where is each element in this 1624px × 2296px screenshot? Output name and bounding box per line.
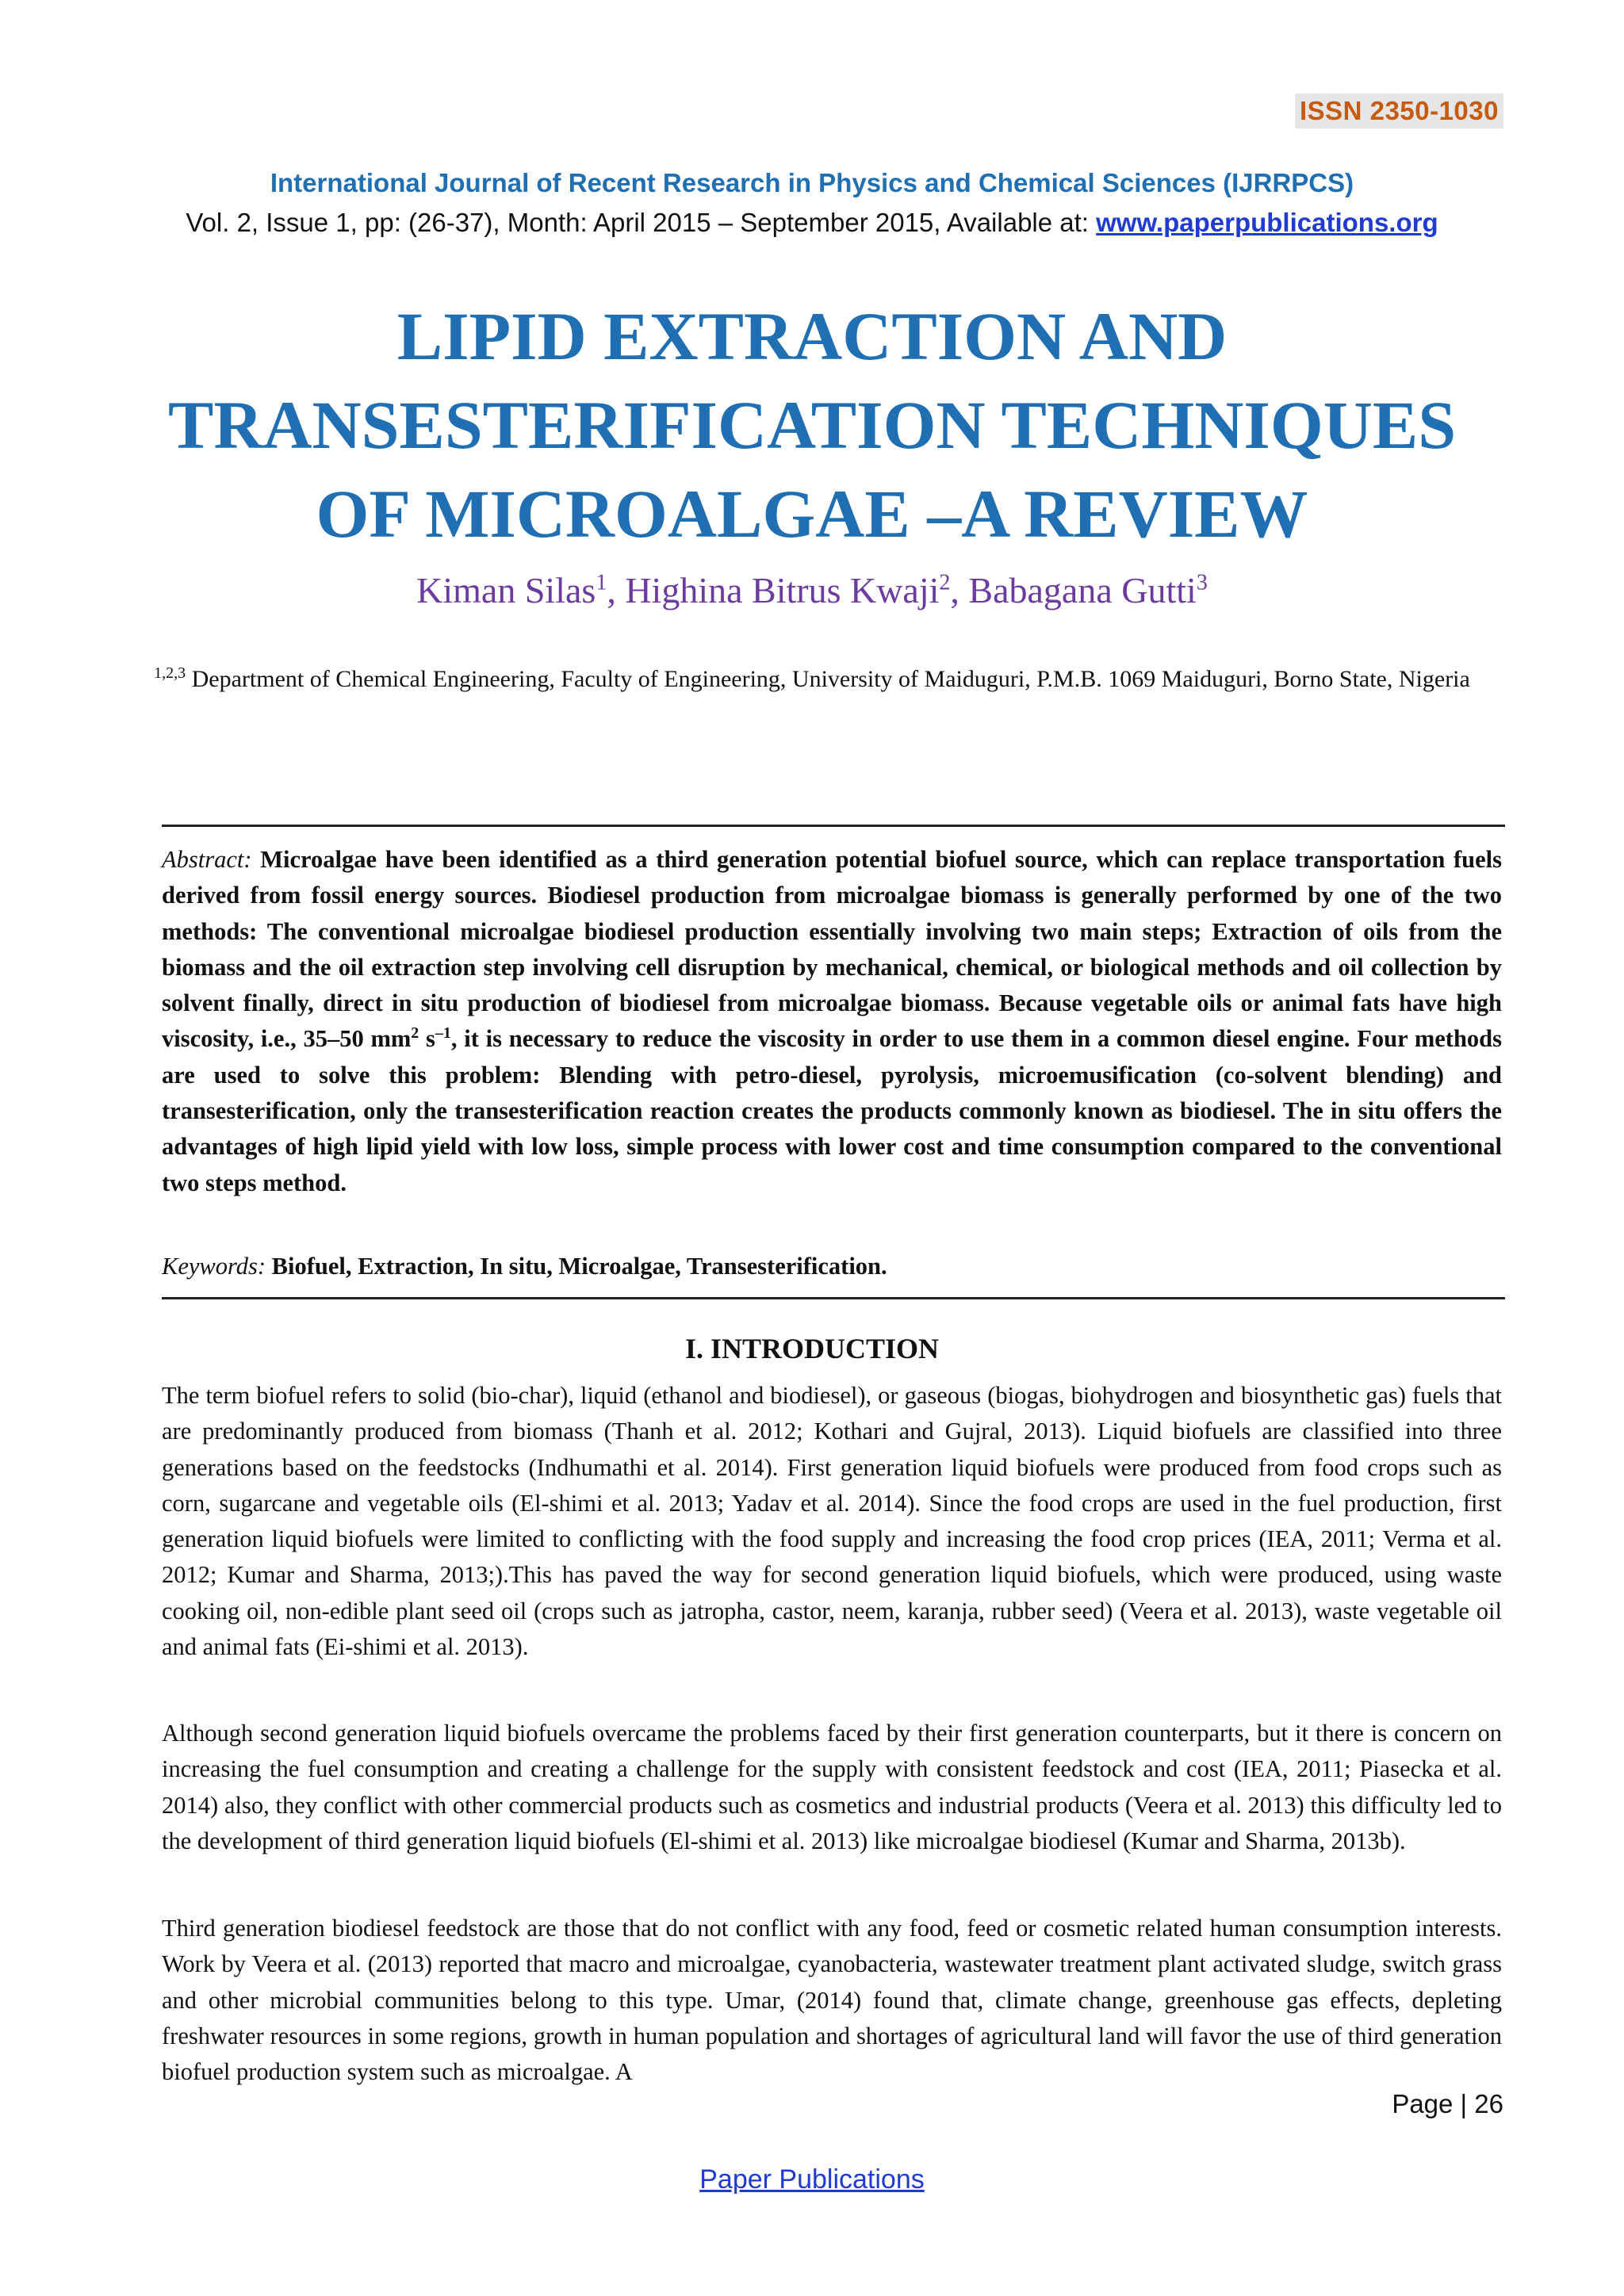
keywords-text: Biofuel, Extraction, In situ, Microalgae, Transesterification. <box>266 1253 887 1280</box>
author-list: Kiman Silas$^1$, Highina Bitrus Kwaji$^2$, Babagana Gutti$^3$ <box>416 570 1208 610</box>
affiliation-mark: 1,2,3 <box>154 664 186 682</box>
volume-line <box>0 208 1624 238</box>
abstract-top-rule <box>162 825 1505 827</box>
journal-website-link[interactable]: www.paperpublications.org <box>1096 208 1438 237</box>
author-name: Highina Bitrus Kwaji <box>625 570 940 610</box>
affiliation <box>143 655 1481 698</box>
abstract-superscript: –1 <box>435 1024 451 1043</box>
abstract-bottom-rule <box>162 1297 1505 1299</box>
abstract-text: s <box>419 1025 435 1053</box>
author-name: Babagana Gutti <box>968 570 1197 610</box>
author-affiliation-mark: 3 <box>1196 570 1208 595</box>
author-affiliation-mark: 2 <box>939 570 951 595</box>
page-number: Page | 26 <box>1392 2089 1503 2118</box>
paper-title <box>95 292 1529 558</box>
issn-badge: ISSN 2350-1030 <box>1295 94 1503 128</box>
title-line-2: TRANSESTERIFICATION TECHNIQUES <box>167 387 1457 463</box>
section-heading: I. INTRODUCTION <box>684 1333 940 1364</box>
author-affiliation-mark: 1 <box>596 570 607 595</box>
publisher-footer <box>0 2164 1624 2195</box>
body-paragraph: Third generation biodiesel feedstock are those that do not conflict with any food, feed or cosmetic related human consumption interests. Work by Veera et al. (2013) reported that macro and microalgae, cyanobacteria, wastewater treatment plant activated sludge, switch grass and other microbial communities belong to this type. Umar, (2014) found that, climate change, greenhouse gas effects, depleting freshwater resources in some regions, growth in human population and shortages of agricultural land will favor the use of third generation biofuel production system such as microalgae. A <box>162 1915 1502 2086</box>
title-line-1: LIPID EXTRACTION AND <box>396 298 1228 374</box>
author-name: Kiman Silas <box>416 570 596 610</box>
abstract-text: Microalgae have been identified as a third generation potential biofuel source, which can replace transportation fuels derived from fossil energy sources. Biodiesel production from microalgae biomass is generally performed by one of the two methods: The conventional microalgae biodiesel production essentially involving two main steps; Extraction of oils from the biomass and the oil extraction step involving cell disruption by mechanical, chemical, or biological methods and oil collection by solvent finally, direct in situ production of biodiesel from microalgae biomass. Because vegetable oils or animal fats have high viscosity, i.e., 35–50 mm <box>162 846 1502 1053</box>
abstract <box>162 842 1502 1201</box>
affiliation-text: Department of Chemical Engineering, Faculty of Engineering, University of Maiduguri, P.M.B. 1069 Maiduguri, Borno State, Nigeria <box>186 666 1470 692</box>
publisher-link[interactable]: Paper Publications <box>699 2164 925 2195</box>
abstract-superscript: 2 <box>411 1024 419 1043</box>
journal-name: International Journal of Recent Research in Physics and Chemical Sciences (IJRRPCS) <box>270 168 1354 197</box>
body-paragraph: Although second generation liquid biofuels overcame the problems faced by their first generation counterparts, but it there is concern on increasing the fuel consumption and creating a challenge for the supply with consistent feedstock and cost (IEA, 2011; Piasecka et al. 2014) also, they conflict with other commercial products such as cosmetics and industrial products (Veera et al. 2013) this difficulty led to the development of third generation liquid biofuels (El-shimi et al. 2013) like microalgae biodiesel (Kumar and Sharma, 2013b). <box>162 1720 1502 1854</box>
abstract-label: Abstract: <box>162 846 252 873</box>
keywords <box>162 1253 1502 1280</box>
abstract-text: , it is necessary to reduce the viscosity in order to use them in a common diesel engine. Four methods are used to solve this problem: Blending with petro-diesel, pyrolysis, microemusification (co-solvent blending) and transesterification, only the transesterification reaction creates the products commonly known as biodiesel. The in situ offers the advantages of high lipid yield with low loss, simple process with lower cost and time consumption compared to the conventional two steps method. <box>162 1025 1502 1196</box>
title-line-3: OF MICROALGAE –A REVIEW <box>316 476 1308 552</box>
keywords-label: Keywords: <box>162 1253 266 1280</box>
volume-info: Vol. 2, Issue 1, pp: (26-37), Month: April 2015 – September 2015, Available at: <box>186 208 1097 237</box>
body-paragraph: The term biofuel refers to solid (bio-char), liquid (ethanol and biodiesel), or gaseous (biogas, biohydrogen and biosynthetic gas) fuels that are predominantly produced from biomass (Thanh et al. 2012; Kothari and Gujral, 2013). Liquid biofuels are classified into three generations based on the feedstocks (Indhumathi et al. 2014). First generation liquid biofuels were produced from food crops such as corn, sugarcane and vegetable oils (El-shimi et al. 2013; Yadav et al. 2014). Since the food crops are used in the fuel production, first generation liquid biofuels were limited to conflicting with the food supply and increasing the food crop prices (IEA, 2011; Verma et al. 2012; Kumar and Sharma, 2013;).This has paved the way for second generation liquid biofuels, which were produced, using waste cooking oil, non-edible plant seed oil (crops such as jatropha, castor, neem, karanja, rubber seed) (Veera et al. 2013), waste vegetable oil and animal fats (Ei-shimi et al. 2013). <box>162 1382 1502 1661</box>
